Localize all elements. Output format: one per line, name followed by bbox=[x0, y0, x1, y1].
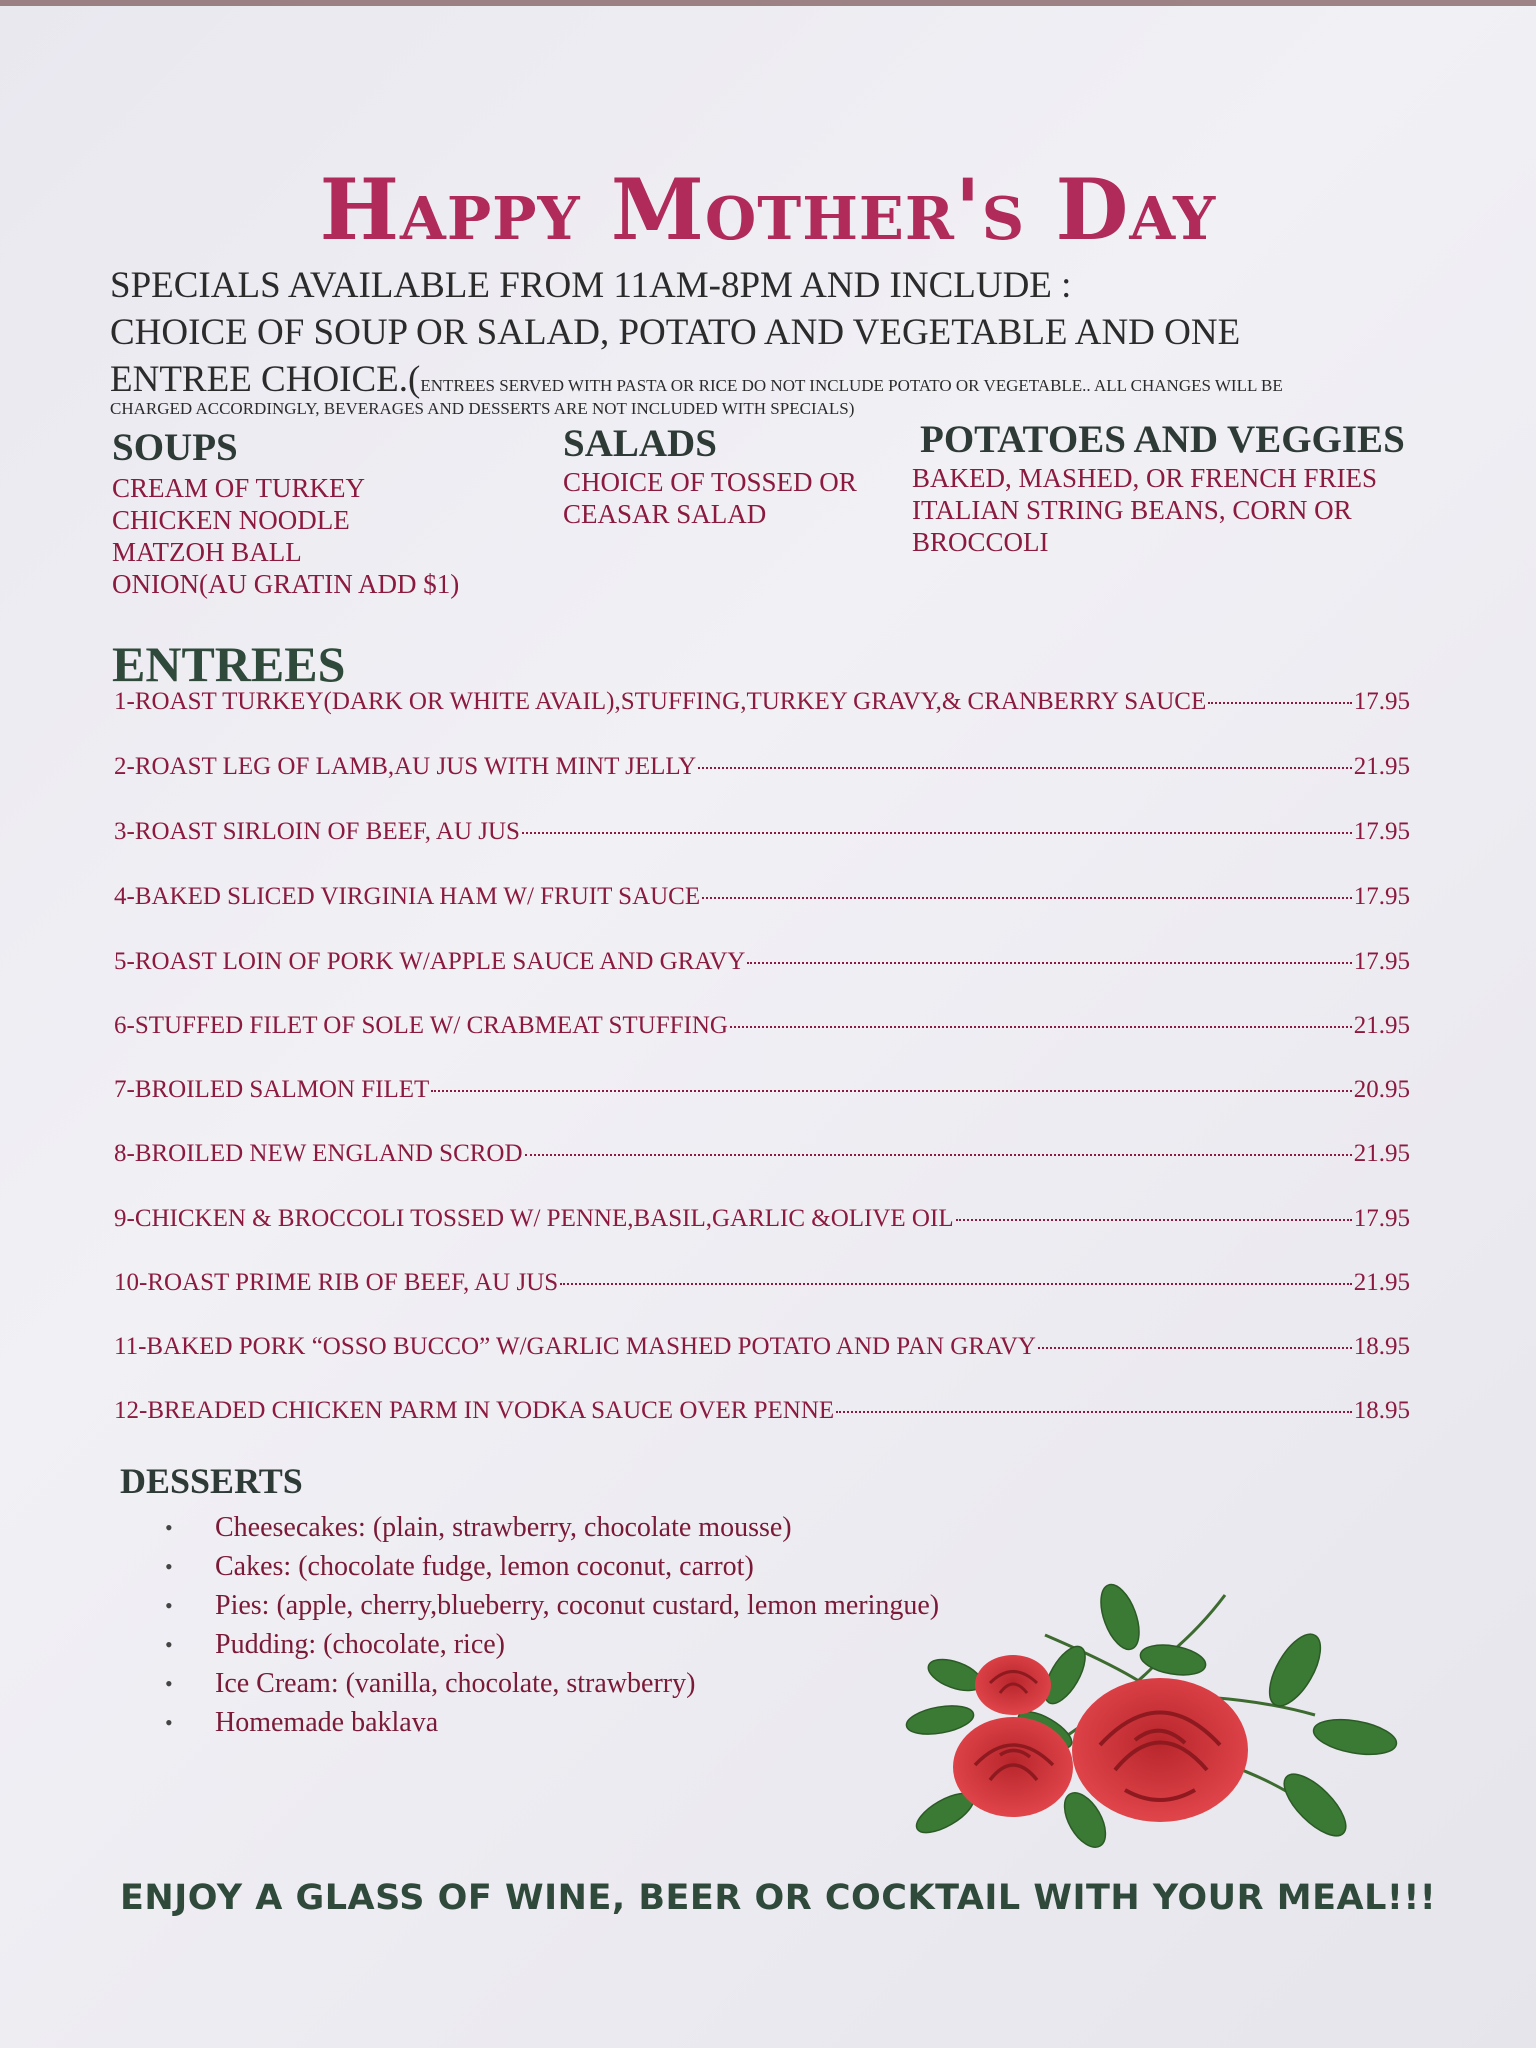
entree-name: 11-BAKED PORK “OSSO BUCCO” W/GARLIC MASHED POTATO AND PAN GRAVY bbox=[114, 1333, 1036, 1360]
dessert-item bbox=[165, 1625, 939, 1664]
entree-price: 21.95 bbox=[1353, 1012, 1410, 1039]
specials-intro bbox=[110, 262, 1440, 421]
entree-name: 7-BROILED SALMON FILET bbox=[114, 1076, 430, 1103]
entree-price: 21.95 bbox=[1353, 1269, 1410, 1296]
dot-leader bbox=[431, 1090, 1351, 1092]
dessert-text: Homemade baklava bbox=[215, 1707, 439, 1738]
potatoes-heading: POTATOES AND VEGGIES bbox=[920, 418, 1405, 461]
bullet-icon: • bbox=[165, 1632, 173, 1657]
potato-item: BROCCOLI bbox=[912, 527, 1049, 557]
intro-note-2: CHARGED ACCORDINGLY, BEVERAGES AND DESSERTS ARE NOT INCLUDED WITH SPECIALS) bbox=[110, 399, 855, 418]
dot-leader bbox=[1038, 1347, 1352, 1349]
dessert-text: Ice Cream: (vanilla, chocolate, strawberry) bbox=[215, 1668, 696, 1699]
entree-row bbox=[114, 1012, 1410, 1040]
soup-item: CREAM OF TURKEY bbox=[112, 473, 366, 503]
intro-line-3-text: ENTREE CHOICE.( bbox=[110, 359, 421, 400]
dot-leader bbox=[525, 1154, 1352, 1156]
entree-price: 17.95 bbox=[1353, 688, 1410, 715]
entree-name: 6-STUFFED FILET OF SOLE W/ CRABMEAT STUFFING bbox=[114, 1012, 728, 1039]
dot-leader bbox=[522, 832, 1352, 834]
entree-row bbox=[114, 1269, 1410, 1297]
dessert-text: Cakes: (chocolate fudge, lemon coconut, carrot) bbox=[215, 1551, 754, 1582]
dessert-text: Pudding: (chocolate, rice) bbox=[215, 1629, 506, 1660]
salads-heading: SALADS bbox=[563, 422, 717, 465]
soups-list bbox=[112, 472, 459, 600]
dessert-item bbox=[165, 1547, 939, 1586]
page-title: Happy Mother's Day bbox=[319, 160, 1217, 259]
dessert-item bbox=[165, 1508, 939, 1547]
desserts-list bbox=[165, 1508, 939, 1742]
entree-price: 18.95 bbox=[1353, 1397, 1410, 1424]
entree-row bbox=[114, 1333, 1410, 1361]
salad-item: CEASAR SALAD bbox=[563, 499, 767, 529]
entree-price: 21.95 bbox=[1353, 1140, 1410, 1167]
entree-row bbox=[114, 818, 1410, 846]
entree-name: 10-ROAST PRIME RIB OF BEEF, AU JUS bbox=[114, 1269, 559, 1296]
entree-row bbox=[114, 1397, 1410, 1425]
entree-row bbox=[114, 688, 1410, 716]
entree-price: 17.95 bbox=[1353, 883, 1410, 910]
entree-name: 1-ROAST TURKEY(DARK OR WHITE AVAIL),STUFFING,TURKEY GRAVY,& CRANBERRY SAUCE bbox=[114, 688, 1207, 715]
entree-row bbox=[114, 948, 1410, 976]
entree-price: 18.95 bbox=[1353, 1333, 1410, 1360]
entree-name: 3-ROAST SIRLOIN OF BEEF, AU JUS bbox=[114, 818, 520, 845]
entree-row bbox=[114, 1076, 1410, 1104]
dessert-item bbox=[165, 1664, 939, 1703]
page-edge bbox=[0, 0, 1536, 6]
intro-line-3 bbox=[110, 356, 1440, 403]
bullet-icon: • bbox=[165, 1671, 173, 1696]
bullet-icon: • bbox=[165, 1710, 173, 1735]
salad-item: CHOICE OF TOSSED OR bbox=[563, 467, 857, 497]
bullet-icon: • bbox=[165, 1593, 173, 1618]
entree-price: 17.95 bbox=[1353, 818, 1410, 845]
entree-row bbox=[114, 883, 1410, 911]
intro-line-2: CHOICE OF SOUP OR SALAD, POTATO AND VEGETABLE AND ONE bbox=[110, 312, 1241, 353]
footer-message: ENJOY A GLASS OF WINE, BEER OR COCKTAIL WITH YOUR MEAL!!! bbox=[120, 1878, 1437, 1918]
entree-row bbox=[114, 1140, 1410, 1168]
dot-leader bbox=[1208, 702, 1352, 704]
salads-list bbox=[563, 466, 857, 530]
desserts-heading: DESSERTS bbox=[120, 1461, 303, 1501]
entree-name: 4-BAKED SLICED VIRGINIA HAM W/ FRUIT SAUCE bbox=[114, 883, 701, 910]
entrees-heading: ENTREES bbox=[112, 636, 346, 692]
dot-leader bbox=[730, 1026, 1352, 1028]
entree-price: 17.95 bbox=[1353, 948, 1410, 975]
dessert-item bbox=[165, 1703, 939, 1742]
dot-leader bbox=[702, 897, 1352, 899]
potato-item: ITALIAN STRING BEANS, CORN OR bbox=[912, 495, 1352, 525]
entree-price: 20.95 bbox=[1353, 1076, 1410, 1103]
entree-name: 12-BREADED CHICKEN PARM IN VODKA SAUCE OVER PENNE bbox=[114, 1397, 835, 1424]
soup-item: MATZOH BALL bbox=[112, 537, 302, 567]
dot-leader bbox=[560, 1283, 1352, 1285]
soup-item: CHICKEN NOODLE bbox=[112, 505, 350, 535]
soups-heading: SOUPS bbox=[112, 426, 238, 469]
dot-leader bbox=[698, 767, 1352, 769]
potatoes-list bbox=[912, 462, 1377, 558]
dessert-item bbox=[165, 1586, 939, 1625]
entree-name: 9-CHICKEN & BROCCOLI TOSSED W/ PENNE,BASIL,GARLIC &OLIVE OIL bbox=[114, 1205, 954, 1232]
entree-price: 17.95 bbox=[1353, 1205, 1410, 1232]
bullet-icon: • bbox=[165, 1554, 173, 1579]
intro-line-1: SPECIALS AVAILABLE FROM 11AM-8PM AND INCLUDE : bbox=[110, 265, 1072, 306]
entree-row bbox=[114, 1205, 1410, 1233]
dot-leader bbox=[956, 1219, 1352, 1221]
entree-name: 8-BROILED NEW ENGLAND SCROD bbox=[114, 1140, 523, 1167]
rose-bouquet-icon bbox=[895, 1575, 1425, 1865]
intro-note-1: ENTREES SERVED WITH PASTA OR RICE DO NOT INCLUDE POTATO OR VEGETABLE.. ALL CHANGES WILL BE bbox=[420, 376, 1283, 395]
bullet-icon: • bbox=[165, 1515, 173, 1540]
dessert-text: Pies: (apple, cherry,blueberry, coconut custard, lemon meringue) bbox=[215, 1590, 940, 1621]
entree-name: 5-ROAST LOIN OF PORK W/APPLE SAUCE AND GRAVY bbox=[114, 948, 746, 975]
potato-item: BAKED, MASHED, OR FRENCH FRIES bbox=[912, 463, 1378, 493]
entree-row bbox=[114, 753, 1410, 781]
entree-name: 2-ROAST LEG OF LAMB,AU JUS WITH MINT JELLY bbox=[114, 753, 697, 780]
entree-price: 21.95 bbox=[1353, 753, 1410, 780]
dessert-text: Cheesecakes: (plain, strawberry, chocolate mousse) bbox=[215, 1512, 792, 1543]
soup-item: ONION(AU GRATIN ADD $1) bbox=[112, 569, 460, 599]
dot-leader bbox=[747, 962, 1351, 964]
dot-leader bbox=[836, 1411, 1352, 1413]
